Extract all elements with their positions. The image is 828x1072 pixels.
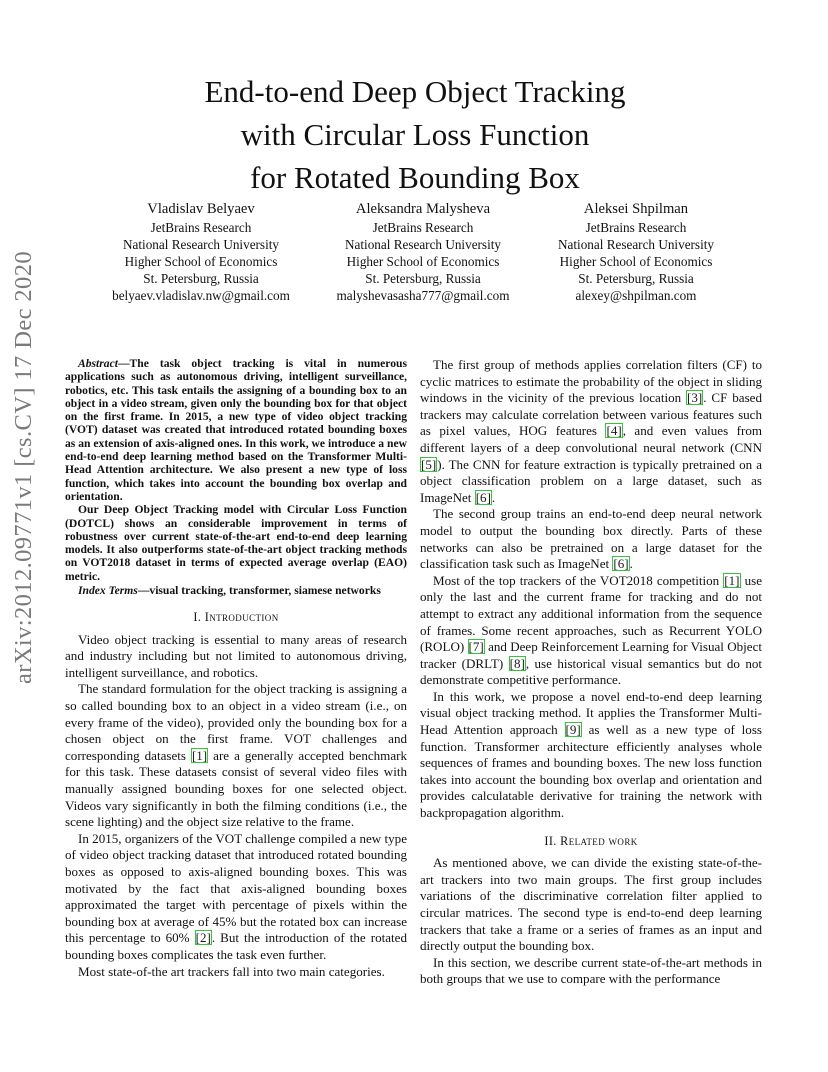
body-paragraph: In this work, we propose a novel end-to-end deep learning visual object tracking method. It applies the Transformer Multi-Head Attention approach [9] as well as a new type of loss function. Transformer architecture efficiently analyses whole sequences of frames and bounding boxes. The new loss function takes into account the bounding box overlap and orientation and provides calculatable derivative for training the network with backpropagation algorithm.	[420, 688, 762, 821]
body-paragraph: Video object tracking is essential to many areas of research and industry including but not limited to autonomous driving, intelligent surveillance, and robotics.	[65, 631, 407, 680]
citation-link[interactable]: [3]	[687, 390, 703, 406]
body-paragraph: Most of the top trackers of the VOT2018 competition [1] use only the last and the current frame for tracking and do not attempt to extract any additional information from the sequence of frames. Some recent approaches, such as Recurrent YOLO (ROLO) [7] and Deep Reinforcement Learning for Visual Object tracker (DRLT) [8], use historical visual semantics but do not demonstrate competitive performance.	[420, 572, 762, 688]
abstract-lead: Abstract	[78, 357, 118, 370]
citation-link[interactable]: [1]	[191, 747, 208, 763]
abstract-paragraph: Abstract—The task object tracking is vital in numerous applications such as autonomous driving, intelligent surveillance, robotics, etc. This task entails the assigning of a bounding box to an object in a video stream, given only the bounding box for that object on the first frame. In 2015, a new type of video object tracking (VOT) dataset was created that introduced rotated bounding boxes as an extension of axis-aligned ones. In this work, we introduce a new end-to-end deep learning method based on the Transformer Multi-Head Attention architecture. We also present a new type of loss function, which takes into account the bounding box overlap and orientation.	[65, 357, 407, 503]
author-email: belyaev.vladislav.nw@gmail.com	[112, 288, 290, 303]
author-location: St. Petersburg, Russia	[578, 271, 694, 286]
author-email: malyshevasasha777@gmail.com	[336, 288, 510, 303]
author-affiliation: Higher School of Economics	[559, 254, 713, 269]
arxiv-identifier: arXiv:2012.09771v1 [cs.CV] 17 Dec 2020	[10, 251, 37, 684]
title-line: for Rotated Bounding Box	[250, 160, 580, 195]
paper-title	[150, 70, 680, 199]
index-terms: Index Terms—visual tracking, transformer, siamese networks	[78, 584, 381, 598]
section-heading-related-work: II. Related work	[544, 833, 638, 848]
title-line: End-to-end Deep Object Tracking	[204, 74, 626, 109]
citation-link[interactable]: [6]	[613, 556, 629, 572]
author-email: alexey@shpilman.com	[575, 288, 697, 303]
section-heading-introduction: I. Introduction	[193, 610, 279, 625]
author-location: St. Petersburg, Russia	[143, 271, 259, 286]
body-paragraph: The first group of methods applies correlation filters (CF) to cyclic matrices to estimate the probability of the object in sliding windows in the vicinity of the previous location [3]. CF based trackers may calculate correlation between various features such as pixel values, HOG features [4], and even values from different layers of a deep convolutional neural network (CNN [5]). The CNN for feature extraction is typically pretrained on a object classification problem on a large dataset, such as ImageNet [6].	[420, 357, 762, 505]
body-paragraph: In 2015, organizers of the VOT challenge compiled a new type of video object tracking dataset that introduced rotated bounding boxes as opposed to axis-aligned bounding boxes. This was motivated by the fact that axis-aligned bounding boxes approximated the target with percentage of pixels within the bounding box at average of 45% but the rotated box can increase this percentage to 60% [2]. But the introduction of the rotated bounding boxes complicates the task even further.	[65, 830, 407, 962]
author-affiliation: National Research University	[122, 237, 279, 252]
author-affiliation: Higher School of Economics	[124, 254, 278, 269]
citation-link[interactable]: [6]	[475, 489, 491, 505]
abstract-paragraph: Our Deep Object Tracking model with Circular Loss Function (DOTCL) shows an considerable improvement in terms of robustness over current state-of-the-art end-to-end deep learning models. It also outperforms state-of-the-art object tracking methods on VOT2018 dataset in terms of expected average overlap (EAO) metric.	[65, 503, 407, 583]
citation-link[interactable]: [9]	[565, 722, 581, 738]
citation-link[interactable]: [7]	[468, 639, 484, 655]
author-affiliation: Higher School of Economics	[346, 254, 500, 269]
author-name: Aleksandra Malysheva	[355, 201, 491, 217]
citation-link[interactable]: [5]	[421, 456, 437, 472]
author-name: Aleksei Shpilman	[583, 201, 689, 217]
author-affiliation: JetBrains Research	[150, 220, 252, 235]
body-paragraph: The standard formulation for the object tracking is assigning a so called bounding box to an object in a video stream (i.e., on every frame of the video), provided only the bounding box for a chosen object on the first frame. VOT challenges and corresponding datasets [1] are a generally accepted benchmark for this task. These datasets consist of several video files with manually assigned bounding boxes for one selected object. Videos vary significantly in both the filming conditions (i.e., the scene lighting) and the object size relative to the frame.	[65, 681, 407, 830]
body-paragraph: The second group trains an end-to-end deep neural network model to output the bounding box directly. Parts of these networks can also be pretrained on a large dataset for the classification task such as ImageNet [6].	[420, 506, 762, 572]
author-location: St. Petersburg, Russia	[365, 271, 481, 286]
abstract	[65, 357, 407, 583]
citation-link[interactable]: [4]	[606, 423, 622, 439]
author-affiliation: National Research University	[557, 237, 714, 252]
body-paragraph: As mentioned above, we can divide the existing state-of-the-art trackers into two main groups. The first group includes variations of the discriminative correlation filter applied to circular matrices. The second type is end-to-end deep learning trackers that take a frame or a series of frames as an input and directly output the bounding box.	[420, 855, 762, 954]
citation-link[interactable]: [8]	[509, 655, 525, 671]
title-line: with Circular Loss Function	[240, 117, 590, 152]
body-paragraph: In this section, we describe current state-of-the-art methods in both groups that we use to compare with the performance	[420, 954, 762, 987]
author-3	[511, 200, 761, 304]
left-column	[65, 357, 407, 980]
author-name: Vladislav Belyaev	[147, 201, 255, 217]
citation-link[interactable]: [1]	[724, 572, 740, 588]
author-1	[76, 200, 326, 304]
author-affiliation: JetBrains Research	[585, 220, 687, 235]
right-column	[420, 357, 762, 988]
author-affiliation: JetBrains Research	[372, 220, 474, 235]
citation-link[interactable]: [2]	[195, 930, 211, 946]
body-paragraph: Most state-of-the art trackers fall into two main categories.	[78, 963, 385, 979]
author-affiliation: National Research University	[344, 237, 501, 252]
